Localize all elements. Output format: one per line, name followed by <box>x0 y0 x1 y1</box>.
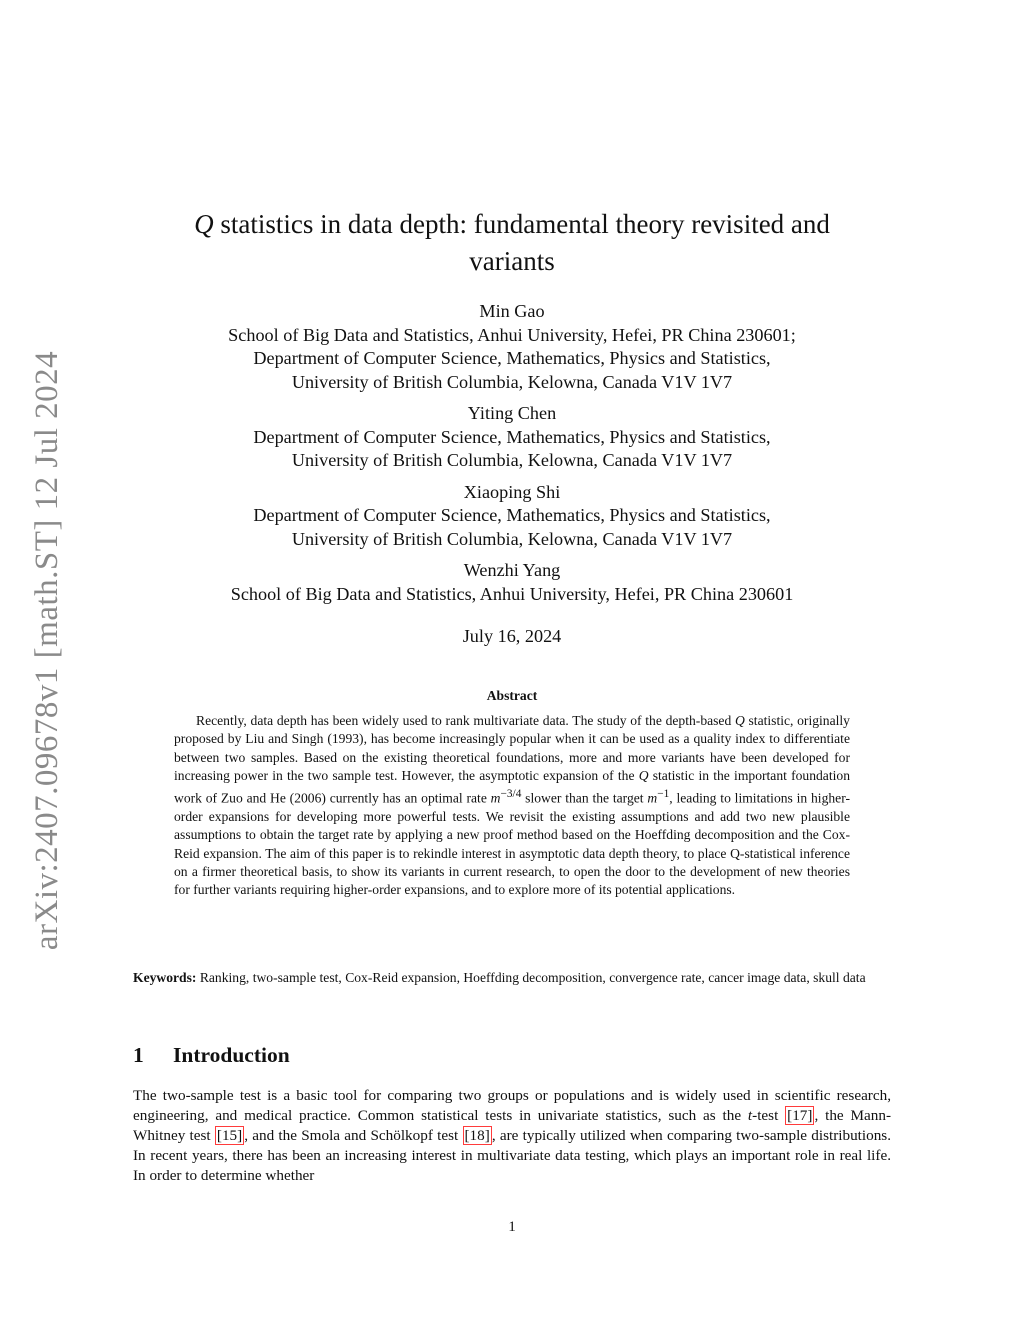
author-name: Xiaoping Shi <box>463 481 561 502</box>
author-affiliation: Department of Computer Science, Mathematics, Physics and Statistics, <box>253 348 771 368</box>
citation-link[interactable]: [17] <box>787 1107 813 1125</box>
author-block <box>130 402 894 473</box>
author-affiliation: University of British Columbia, Kelowna, Canada V1V 1V7 <box>291 528 733 549</box>
author-name: Min Gao <box>479 301 545 321</box>
section-heading <box>133 1043 290 1068</box>
author-name: Yiting Chen <box>467 403 557 423</box>
paper-title <box>150 206 874 280</box>
title-text: statistics in data depth: fundamental theory revisited and variants <box>213 209 830 276</box>
author-block <box>130 559 894 606</box>
rate-base: m <box>490 790 501 806</box>
abstract-text <box>174 712 850 900</box>
author-name: Wenzhi Yang <box>463 560 561 580</box>
citation-link[interactable]: [18] <box>464 1127 490 1145</box>
keywords-text: Ranking, two-sample test, Cox-Reid expansion, Hoeffding decomposition, convergence rate, cancer image data, skull data <box>196 970 866 985</box>
page-number: 1 <box>508 1218 516 1235</box>
rate-base: m <box>647 790 658 806</box>
abstract-segment: statistic in the important foundation work of Zuo and He (2006) currently has an optimal rate <box>174 767 850 806</box>
intro-segment: , and the Smola and Schölkopf test <box>244 1127 463 1145</box>
t-symbol: t <box>747 1107 753 1125</box>
abstract-segment: Recently, data depth has been widely used to rank multivariate data. The study of the depth-based <box>196 713 735 728</box>
keywords-label: Keywords: <box>133 970 197 985</box>
abstract-segment: , leading to limitations in higher-order expansions for developing more powerful tests. We revisit the existing assumptions and add two new plausible assumptions to obtain the target rate by applying a new proof method based on the Hoeffding decomposition and the Cox-Reid expansion. The aim of this paper is to rekindle interest in asymptotic data depth theory, to place Q-statistical inference on a firmer theoretical basis, to show its variants in current research, to open the door to the development of new theories for further variants requiring higher-order expansions, and to explore more of its potential applications. <box>174 790 850 898</box>
section-title: Introduction <box>173 1043 290 1067</box>
citation-link[interactable]: [15] <box>216 1127 243 1145</box>
intro-segment: , the Mann-Whitney test <box>133 1107 892 1145</box>
intro-segment: -test <box>752 1107 786 1125</box>
abstract-q-symbol: Q <box>734 713 745 728</box>
rate-exponent: −3/4 <box>500 788 522 801</box>
intro-paragraph <box>133 1086 891 1186</box>
author-affiliation: Department of Computer Science, Mathematics, Physics and Statistics, <box>253 426 771 447</box>
author-block <box>130 481 894 552</box>
intro-segment: , are typically utilized when comparing two-sample distributions. In recent years, there has been an increasing interest in multivariate data testing, which plays an important role in real life. In order to determine whether <box>133 1127 892 1185</box>
author-affiliation: University of British Columbia, Kelowna, Canada V1V 1V7 <box>291 371 733 392</box>
intro-segment: The two-sample test is a basic tool for comparing two groups or populations and is widely used in scientific research, engineering, and medical practice. Common statistical tests in univariate statistics, such as the <box>133 1087 891 1125</box>
author-affiliation: School of Big Data and Statistics, Anhui University, Hefei, PR China 230601; <box>228 324 796 345</box>
abstract-segment: statistic, originally proposed by Liu and Singh (1993), has become increasingly popular when it can be used as a quality index to differentiate between two samples. Based on the existing theoretical foundations, more and more variants have been developed for increasing power in the two sample test. However, the asymptotic expansion of the <box>174 713 850 783</box>
author-affiliation: School of Big Data and Statistics, Anhui University, Hefei, PR China 230601 <box>230 583 794 604</box>
author-block <box>130 300 894 394</box>
section-number: 1 <box>133 1043 144 1067</box>
keywords <box>133 969 891 987</box>
author-affiliation: University of British Columbia, Kelowna, Canada V1V 1V7 <box>291 450 733 470</box>
arxiv-stamp-text: arXiv:2407.09678v1 [math.ST] 12 Jul 2024 <box>29 350 66 951</box>
abstract-heading: Abstract <box>486 688 538 703</box>
title-q-symbol: Q <box>194 209 214 239</box>
arxiv-identifier-stamp <box>30 348 66 953</box>
abstract-q-symbol: Q <box>638 767 649 783</box>
author-list <box>130 300 894 614</box>
rate-exponent: −1 <box>657 788 670 801</box>
publication-date: July 16, 2024 <box>462 626 562 646</box>
abstract-segment: slower than the target <box>521 790 648 806</box>
author-affiliation: Department of Computer Science, Mathematics, Physics and Statistics, <box>253 505 771 525</box>
